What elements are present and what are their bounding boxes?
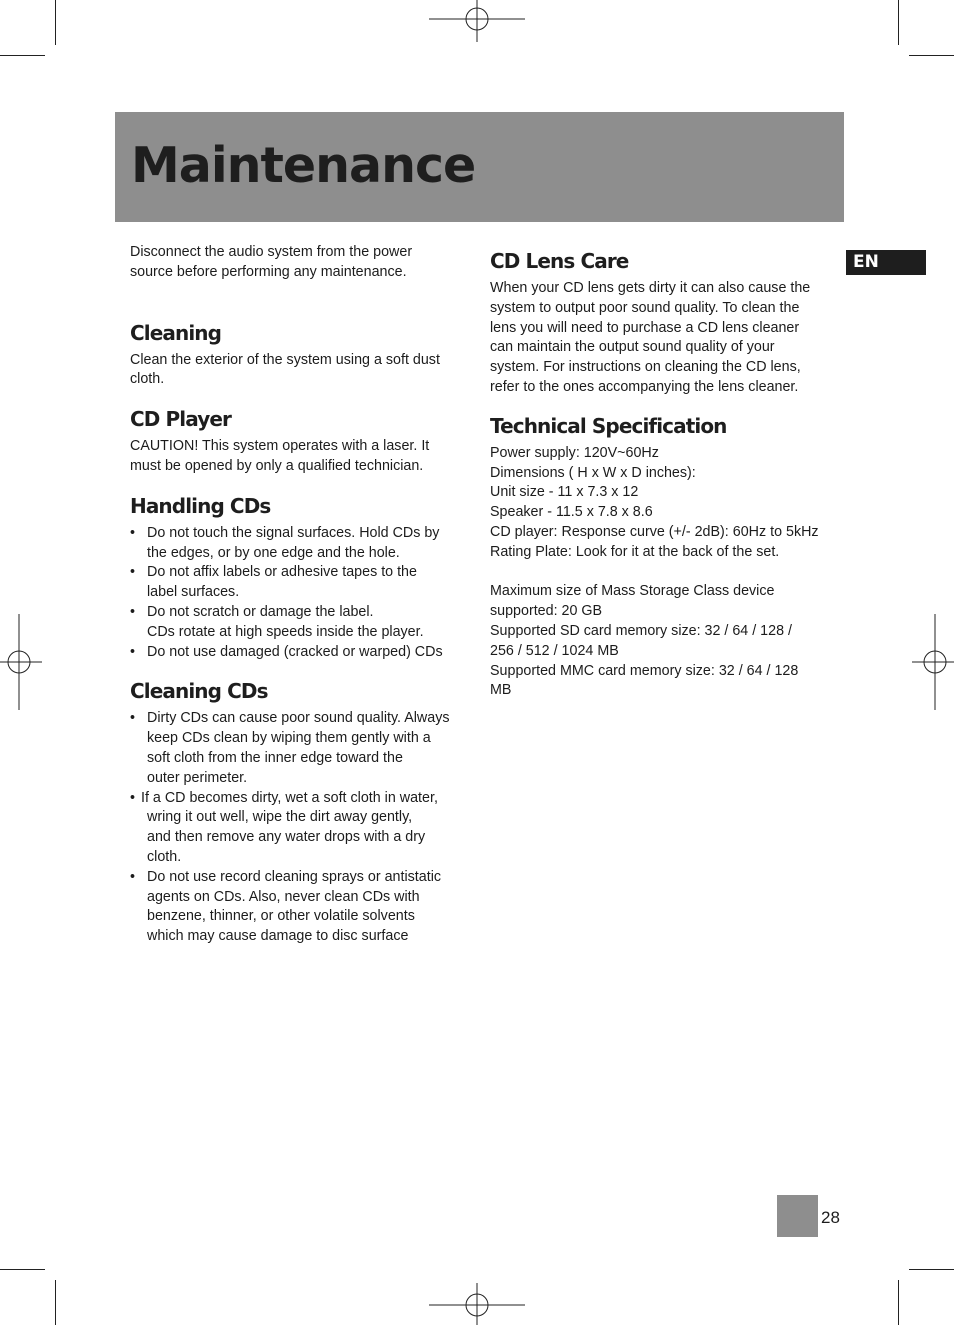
registration-mark-right (912, 614, 954, 710)
text-line: CAUTION! This system operates with a laser. It (130, 438, 430, 455)
text-line: Disconnect the audio system from the power (130, 244, 413, 260)
bullet: • (130, 789, 136, 806)
list-item (130, 868, 475, 947)
cleaning-heading: Cleaning (130, 320, 222, 345)
intro-paragraph (130, 243, 475, 283)
spec-line: Power supply: 120V~60Hz (490, 444, 659, 461)
text-line: refer to the ones accompanying the lens cleaner. (490, 378, 799, 395)
spec-line: Supported MMC card memory size: 32 / 64 / 128 (490, 662, 799, 679)
handling-cds-list (130, 524, 475, 663)
spec-line: Speaker - 11.5 x 7.8 x 8.6 (490, 504, 653, 521)
text-line: system to output poor sound quality. To clean the (490, 299, 800, 316)
page-number-box (777, 1195, 818, 1237)
crop-mark (0, 1269, 45, 1270)
text-line: source before performing any maintenance. (130, 263, 407, 280)
registration-mark-top (429, 0, 525, 42)
text-line: can maintain the output sound quality of your (490, 339, 775, 356)
spec-line: supported: 20 GB (490, 603, 603, 620)
text-line: wring it out well, wipe the dirt away gently, (147, 809, 413, 826)
list-item (130, 603, 475, 643)
text-line: Do not affix labels or adhesive tapes to the (147, 564, 417, 581)
handling-cds-heading: Handling CDs (130, 493, 271, 518)
text-line: outer perimeter. (147, 769, 248, 786)
bullet: • (130, 564, 136, 581)
bullet: • (130, 643, 136, 660)
text-line: which may cause damage to disc surface (147, 928, 409, 945)
text-line: When your CD lens gets dirty it can also cause the (490, 280, 811, 296)
bullet: • (130, 868, 136, 885)
registration-mark-left (0, 614, 42, 710)
text-line: system. For instructions on cleaning the CD lens, (490, 359, 801, 376)
registration-mark-bottom (429, 1283, 525, 1325)
crop-mark (0, 55, 45, 56)
text-line: Do not use record cleaning sprays or antistatic (147, 868, 442, 885)
list-item (130, 563, 475, 603)
language-tab-label: EN (853, 252, 879, 272)
text-line: Dirty CDs can cause poor sound quality. Always (147, 710, 450, 727)
cd-lens-care-heading: CD Lens Care (490, 249, 629, 273)
text-line: soft cloth from the inner edge toward the (147, 749, 403, 766)
text-line: cloth. (147, 848, 182, 865)
crop-mark (55, 1280, 56, 1325)
text-line: the edges, or by one edge and the hole. (147, 544, 400, 561)
text-line: CDs rotate at high speeds inside the player. (147, 623, 424, 640)
text-line: If a CD becomes dirty, wet a soft cloth in water, (141, 789, 438, 806)
cleaning-cds-list (130, 709, 475, 947)
spec-line: CD player: Response curve (+/- 2dB): 60Hz to 5kHz (490, 523, 819, 540)
text-line: keep CDs clean by wiping them gently with a (147, 730, 431, 747)
text-line: must be opened by only a qualified technician. (130, 457, 424, 474)
text-line: Do not touch the signal surfaces. Hold CDs by (147, 524, 440, 541)
list-item (130, 789, 475, 868)
technical-specification-heading: Technical Specification (490, 413, 727, 438)
spec-line: Dimensions ( H x W x D inches): (490, 464, 696, 481)
crop-mark (909, 1269, 954, 1270)
text-line: cloth. (130, 371, 165, 388)
cd-player-paragraph (130, 437, 475, 477)
spec-line: Unit size - 11 x 7.3 x 12 (490, 484, 639, 501)
technical-specification-list (490, 444, 835, 563)
text-line: lens you will need to purchase a CD lens cleaner (490, 319, 800, 336)
right-column (490, 248, 835, 701)
cd-player-heading: CD Player (130, 407, 232, 432)
text-line: agents on CDs. Also, never clean CDs with (147, 888, 420, 905)
text-line: Clean the exterior of the system using a soft dust (130, 351, 440, 368)
cleaning-cds-heading: Cleaning CDs (130, 679, 268, 704)
bullet: • (130, 524, 136, 541)
bullet: • (130, 710, 136, 727)
page-number: 28 (821, 1208, 840, 1227)
cd-lens-care-paragraph (490, 279, 835, 398)
bullet: • (130, 603, 136, 620)
text-line: Do not use damaged (cracked or warped) CDs (147, 643, 443, 660)
spec-line: Maximum size of Mass Storage Class device (490, 583, 775, 600)
crop-mark (909, 55, 954, 56)
spec-line: Rating Plate: Look for it at the back of the set. (490, 543, 780, 560)
cleaning-paragraph (130, 351, 475, 391)
text-line: label surfaces. (147, 584, 240, 601)
crop-mark (55, 0, 56, 45)
left-column (130, 243, 475, 947)
spec-line: Supported SD card memory size: 32 / 64 / 128 / (490, 622, 792, 639)
list-item (130, 643, 475, 663)
crop-mark (898, 1280, 899, 1325)
list-item (130, 709, 475, 788)
text-line: benzene, thinner, or other volatile solvents (147, 908, 415, 925)
storage-support-list (490, 582, 835, 701)
spec-line: MB (490, 682, 512, 699)
page-title: Maintenance (131, 137, 476, 194)
spec-line: 256 / 512 / 1024 MB (490, 642, 619, 659)
list-item (130, 524, 475, 564)
crop-mark (898, 0, 899, 45)
text-line: and then remove any water drops with a dry (147, 829, 426, 846)
text-line: Do not scratch or damage the label. (147, 603, 374, 620)
